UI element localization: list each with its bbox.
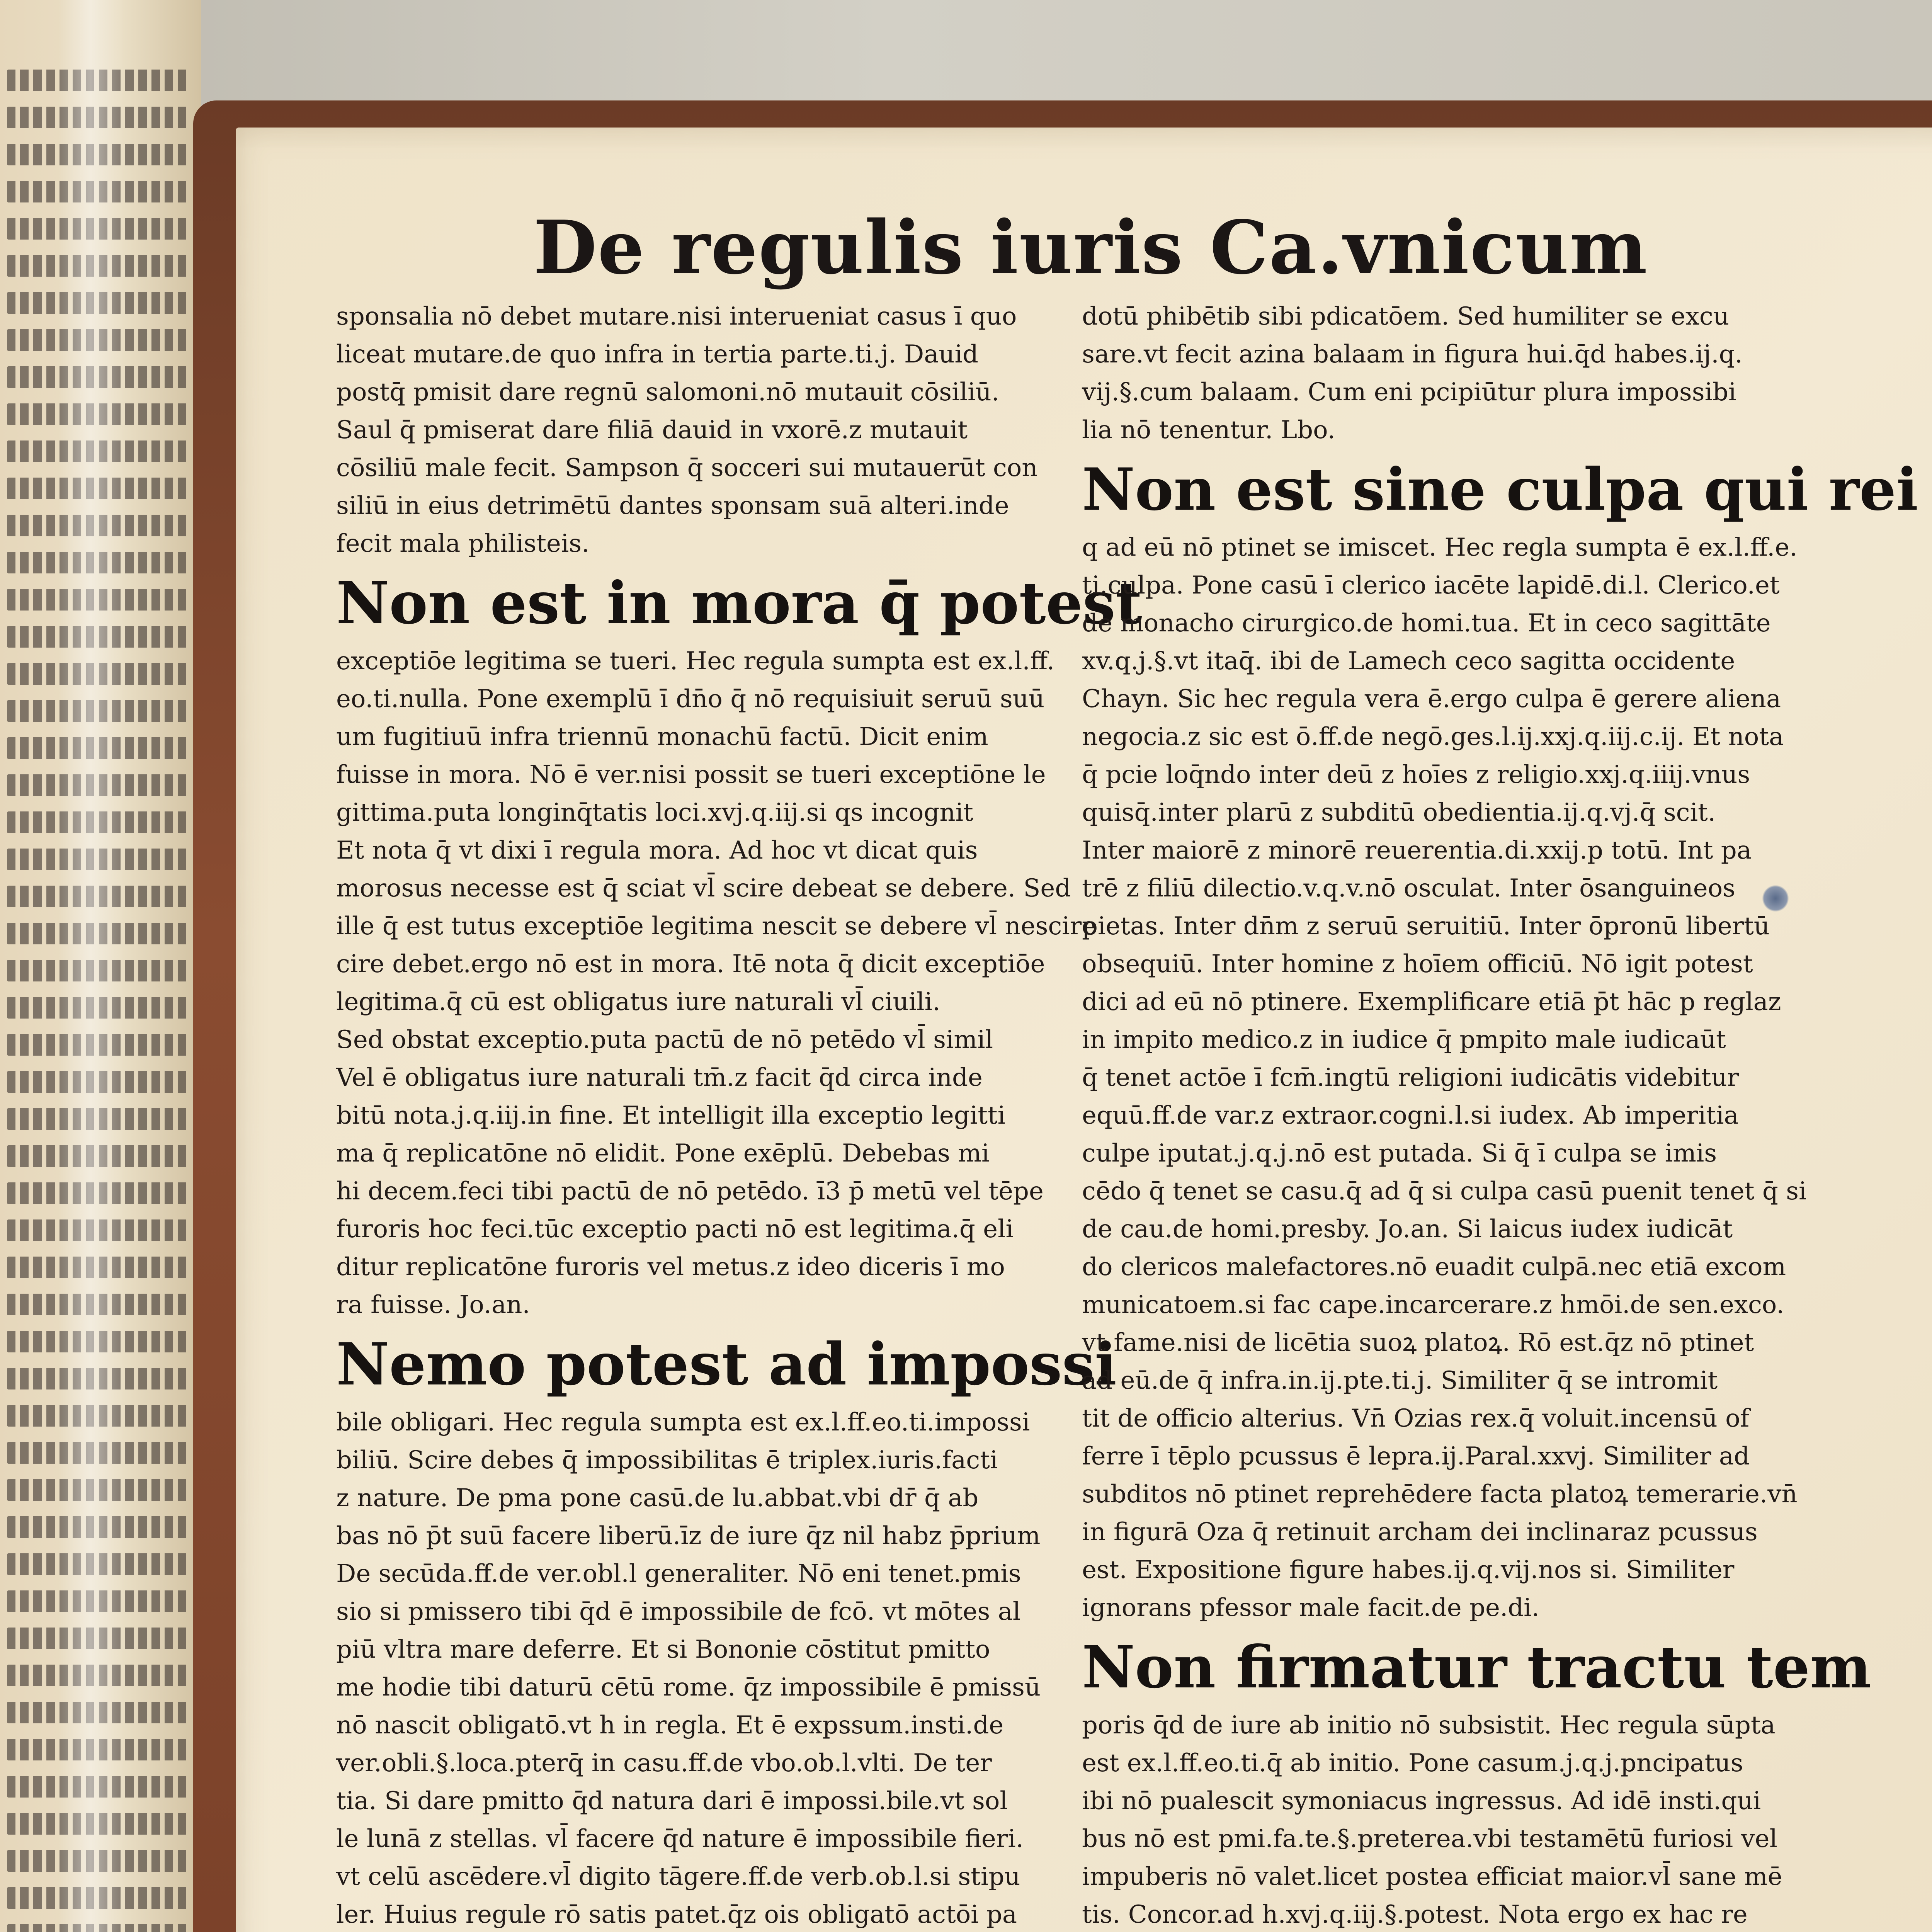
rule-heading: Non est in mora q̄ potest bbox=[336, 569, 1142, 637]
text-line: legitima.q̄ cū est obligatus iure naturali vl̄ ciuili. bbox=[336, 988, 940, 1016]
text-line: ditur replicatōne furoris vel metus.z ideo diceris ī mo bbox=[336, 1253, 1005, 1281]
text-line: ibi nō pualescit symoniacus ingressus. Ad idē insti.qui bbox=[1082, 1787, 1761, 1815]
text-line: ad eū.de q̄ infra.in.ij.pte.ti.j. Similiter q̄ se intromit bbox=[1082, 1366, 1718, 1395]
text-line: ignorans pfessor male facit.de pe.di. bbox=[1082, 1594, 1539, 1622]
text-line: fecit mala philisteis. bbox=[336, 529, 590, 558]
right-text-column bbox=[1082, 298, 1918, 1932]
text-line: piū vltra mare deferre. Et si Bononie cōstitut pmitto bbox=[336, 1635, 990, 1664]
text-line: nō nascit obligatō.vt h in regla. Et ē expssum.insti.de bbox=[336, 1711, 1004, 1740]
text-line: vt fame.nisi de licētia suoꝝ platoꝝ. Rō est.q̄z nō ptinet bbox=[1082, 1328, 1754, 1357]
text-line: equū.ff.de var.z extraor.cogni.l.si iudex. Ab imperitia bbox=[1082, 1101, 1739, 1130]
rule-heading: Non est sine culpa qui rei bbox=[1082, 456, 1918, 524]
text-line: z nature. De pma pone casū.de lu.abbat.vbi dr̄ q̄ ab bbox=[336, 1484, 979, 1512]
text-line: xv.q.j.§.vt itaq̄. ibi de Lamech ceco sagitta occidente bbox=[1082, 647, 1735, 675]
text-line: sio si pmissero tibi q̄d ē impossibile de fcō. vt mōtes al bbox=[336, 1597, 1021, 1626]
text-line: De secūda.ff.de ver.obl.l generaliter. Nō eni tenet.pmis bbox=[336, 1560, 1021, 1588]
text-line: culpe iputat.j.q.j.nō est putada. Si q̄ ī culpa se imis bbox=[1082, 1139, 1717, 1168]
text-line: cēdo q̄ tenet se casu.q̄ ad q̄ si culpa casū puenit tenet q̄ si bbox=[1082, 1177, 1807, 1206]
text-line: pietas. Inter dn̄m z seruū seruitiū. Inter ōpronū libertū bbox=[1082, 912, 1770, 940]
text-line: exceptiōe legitima se tueri. Hec regula sumpta est ex.l.ff. bbox=[336, 647, 1055, 675]
text-line: ler. Huius regule rō satis patet.q̄z ois obligatō actōi pa bbox=[336, 1900, 1017, 1929]
text-line: ti.culpa. Pone casū ī clerico iacēte lapidē.di.l. Clerico.et bbox=[1082, 571, 1780, 600]
text-line: negocia.z sic est ō.ff.de negō.ges.l.ij.xxj.q.iij.c.ij. Et nota bbox=[1082, 723, 1784, 751]
text-line: vij.§.cum balaam. Cum eni pcipiūtur plura impossibi bbox=[1082, 378, 1736, 406]
text-line: Chayn. Sic hec regula vera ē.ergo culpa ē gerere aliena bbox=[1082, 685, 1781, 713]
facing-page-fragment bbox=[0, 0, 201, 1932]
text-line: poris q̄d de iure ab initio nō subsistit. Hec regula sūpta bbox=[1082, 1711, 1776, 1740]
text-line: in impito medico.z in iudice q̄ pmpito male iudicaūt bbox=[1082, 1026, 1726, 1054]
text-line: ille q̄ est tutus exceptiōe legitima nescit se debere vl̄ nescire bbox=[336, 912, 1097, 940]
text-line: furoris hoc feci.tūc exceptio pacti nō est legitima.q̄ eli bbox=[336, 1215, 1014, 1243]
rule-heading: Non firmatur tractu tem bbox=[1082, 1633, 1871, 1701]
text-line: ma q̄ replicatōne nō elidit. Pone exēplū. Debebas mi bbox=[336, 1139, 990, 1168]
text-line: dotū phibētib sibi pdicatōem. Sed humiliter se excu bbox=[1082, 302, 1729, 331]
text-line: q ad eū nō ptinet se imiscet. Hec regla sumpta ē ex.l.ff.e. bbox=[1082, 533, 1798, 562]
text-line: quisq̄.inter plarū z subditū obedientia.ij.q.vj.q̄ scit. bbox=[1082, 798, 1716, 827]
text-line: trē z filiū dilectio.v.q.v.nō osculat. Inter ōsanguineos bbox=[1082, 874, 1735, 903]
text-line: fuisse in mora. Nō ē ver.nisi possit se tueri exceptiōne le bbox=[336, 760, 1046, 789]
text-line: tit de officio alterius. Vn̄ Ozias rex.q̄ voluit.incensū of bbox=[1082, 1404, 1750, 1433]
text-line: tis. Concor.ad h.xvj.q.iij.§.potest. Nota ergo ex hac re bbox=[1082, 1900, 1748, 1929]
glass-plate-reflection bbox=[58, 0, 124, 1932]
text-line: obsequiū. Inter homine z hoīem officiū. Nō igit potest bbox=[1082, 950, 1753, 978]
text-line: sponsalia nō debet mutare.nisi interueniat casus ī quo bbox=[336, 302, 1017, 331]
text-line: ra fuisse. Jo.an. bbox=[336, 1291, 530, 1319]
text-line: bas nō p̄t suū facere liberū.īz de iure q̄z nil habz p̄prium bbox=[336, 1522, 1041, 1550]
text-line: cire debet.ergo nō est in mora. Itē nota q̄ dicit exceptiōe bbox=[336, 950, 1045, 978]
text-line: postq̄ pmisit dare regnū salomoni.nō mutauit cōsiliū. bbox=[336, 378, 1000, 406]
text-line: sare.vt fecit azina balaam in figura hui.q̄d habes.ij.q. bbox=[1082, 340, 1743, 369]
text-line: dici ad eū nō ptinere. Exemplificare etiā p̄t hāc p reglaz bbox=[1082, 988, 1781, 1016]
text-line: est. Expositione figure habes.ij.q.vij.nos si. Similiter bbox=[1082, 1556, 1735, 1584]
text-line: me hodie tibi daturū cētū rome. q̄z impossibile ē pmissū bbox=[336, 1673, 1041, 1702]
text-line: cōsiliū male fecit. Sampson q̄ socceri sui mutauerūt con bbox=[336, 454, 1038, 482]
text-line: le lunā z stellas. vl̄ facere q̄d nature ē impossibile fieri. bbox=[336, 1825, 1024, 1853]
ink-blot bbox=[1762, 885, 1789, 912]
text-line: Vel ē obligatus iure naturali tm̄.z facit q̄d circa inde bbox=[336, 1063, 983, 1092]
text-line: Inter maiorē z minorē reuerentia.di.xxij.p totū. Int pa bbox=[1082, 836, 1752, 865]
text-line: impuberis nō valet.licet postea efficiat maior.vl̄ sane mē bbox=[1082, 1862, 1782, 1891]
text-line: bitū nota.j.q.iij.in fine. Et intelligit illa exceptio legitti bbox=[336, 1101, 1006, 1130]
text-line: q̄ tenet actōe ī fcm̄.ingtū religioni iudicātis videbitur bbox=[1082, 1063, 1739, 1092]
text-line: q̄ pcie loq̄ndo inter deū z hoīes z religio.xxj.q.iiij.vnus bbox=[1082, 760, 1750, 789]
rule-heading: Nemo potest ad impossi bbox=[336, 1330, 1117, 1398]
text-line: ferre ī tēplo pcussus ē lepra.ij.Paral.xxvj. Similiter ad bbox=[1082, 1442, 1750, 1471]
running-head: De regulis iuris Ca.vnicum bbox=[533, 204, 1648, 291]
text-line: eo.ti.nulla. Pone exemplū ī dn̄o q̄ nō requisiuit seruū suū bbox=[336, 685, 1045, 713]
text-line: gittima.puta longinq̄tatis loci.xvj.q.iij.si qs incognit bbox=[336, 798, 973, 827]
text-line: hi decem.feci tibi pactū de nō petēdo. ī3 p̄ metū vel tēpe bbox=[336, 1177, 1044, 1206]
text-line: liceat mutare.de quo infra in tertia parte.ti.j. Dauid bbox=[336, 340, 978, 369]
text-line: bus nō est pmi.fa.te.§.preterea.vbi testamētū furiosi vel bbox=[1082, 1825, 1777, 1853]
text-line: de monacho cirurgico.de homi.tua. Et in ceco sagittāte bbox=[1082, 609, 1771, 638]
text-line: Sed obstat exceptio.puta pactū de nō petēdo vl̄ simil bbox=[336, 1026, 993, 1054]
text-line: subditos nō ptinet reprehēdere facta platoꝝ temerarie.vn̄ bbox=[1082, 1480, 1798, 1509]
text-line: municatoem.si fac cape.incarcerare.z hmōi.de sen.exco. bbox=[1082, 1291, 1784, 1319]
text-line: in figurā Oza q̄ retinuit archam dei inclinaraz pcussus bbox=[1082, 1518, 1758, 1546]
text-line: biliū. Scire debes q̄ impossibilitas ē triplex.iuris.facti bbox=[336, 1446, 998, 1475]
text-line: vt celū ascēdere.vl̄ digito tāgere.ff.de verb.ob.l.si stipu bbox=[336, 1862, 1020, 1891]
text-line: lia nō tenentur. Lbo. bbox=[1082, 416, 1335, 444]
text-line: Saul q̄ pmiserat dare filiā dauid in vxorē.z mutauit bbox=[336, 416, 968, 444]
left-text-column bbox=[336, 298, 1142, 1932]
text-line: bile obligari. Hec regula sumpta est ex.l.ff.eo.ti.impossi bbox=[336, 1408, 1030, 1437]
text-line: morosus necesse est q̄ sciat vl̄ scire debeat se debere. Sed bbox=[336, 874, 1071, 903]
text-line: est ex.l.ff.eo.ti.q̄ ab initio. Pone casum.j.q.j.pncipatus bbox=[1082, 1749, 1743, 1777]
text-line: ver.obli.§.loca.pterq̄ in casu.ff.de vbo.ob.l.vlti. De ter bbox=[336, 1749, 992, 1777]
text-line: um fugitiuū infra triennū monachū factū. Dicit enim bbox=[336, 723, 988, 751]
text-line: de cau.de homi.presby. Jo.an. Si laicus iudex iudicāt bbox=[1082, 1215, 1733, 1243]
text-line: Et nota q̄ vt dixi ī regula mora. Ad hoc vt dicat quis bbox=[336, 836, 978, 865]
text-line: siliū in eius detrimētū dantes sponsam suā alteri.inde bbox=[336, 492, 1009, 520]
text-line: tia. Si dare pmitto q̄d natura dari ē impossi.bile.vt sol bbox=[336, 1787, 1008, 1815]
text-line: do clericos malefactores.nō euadit culpā.nec etiā excom bbox=[1082, 1253, 1786, 1281]
